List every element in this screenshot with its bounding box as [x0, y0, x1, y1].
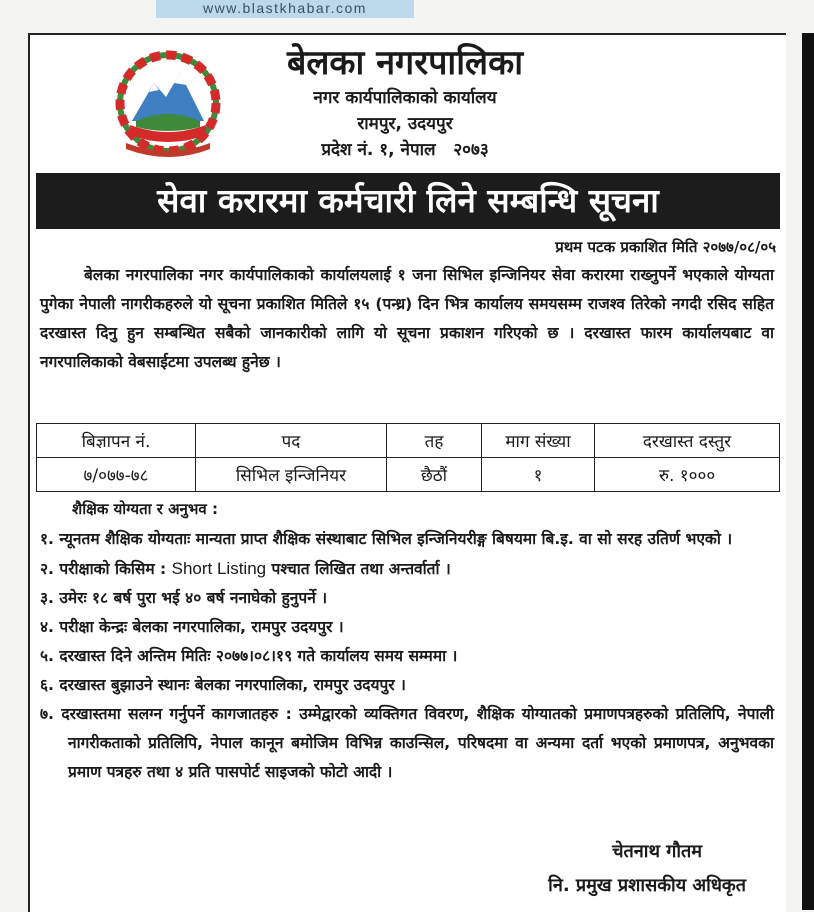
office-province: प्रदेश नं. १, नेपाल: [321, 140, 436, 160]
list-item: [40, 554, 774, 584]
notice-title: सेवा करारमा कर्मचारी लिने सम्बन्धि सूचना: [36, 173, 780, 229]
cell-demand-count: १: [482, 458, 595, 492]
signature-block: [548, 835, 746, 903]
office-subtitle: नगर कार्यपालिकाको कार्यालय: [313, 88, 497, 108]
list-item: ५. दरखास्त दिने अन्तिम मितिः २०७७।०८।१९ गते कार्यालय समय सम्ममा ।: [40, 647, 458, 665]
office-address: रामपुर, उदयपुर: [357, 114, 453, 134]
table-header-row: [37, 424, 780, 458]
office-name: बेलका नगरपालिका: [286, 43, 524, 83]
list-item: ४. परीक्षा केन्द्रः बेलका नगरपालिका, रामपुर उदयपुर ।: [40, 618, 344, 636]
notice-intro: बेलका नगरपालिका नगर कार्यपालिकाको कार्यालयलाई १ जना सिभिल इन्जिनियर सेवा करारमा राख्नुपर्ने भएकाले योग्यता पुगेका नेपाली नागरीकहरुले यो सूचना प्रकाशित मितिले १५ (पन्ध्र) दिन भित्र कार्यालय समयसम्म राजश्व तिरेको नगदी रसिद सहित दरखास्त दिनु हुन सम्बन्धित सबैको जानकारीको लागि यो सूचना प्रकाशन गरिएको छ । दरखास्त फारम कार्यालयबाट वा नगरपालिकाको वेबसाईटमा उपलब्ध हुनेछ ।: [40, 266, 774, 371]
nepal-emblem-icon: [102, 43, 234, 165]
first-published-date: प्रथम पटक प्रकाशित मिति २०७७/०८/०५: [555, 238, 776, 256]
cell-level: छैठौं: [387, 458, 482, 492]
header-application-fee: दरखास्त दस्तुर: [595, 424, 780, 458]
qualifications-list: [40, 525, 774, 787]
office-header: [240, 41, 570, 163]
signatory-title: नि. प्रमुख प्रशासकीय अधिकृत: [548, 875, 746, 896]
list-item: ७. दरखास्तमा सलग्न गर्नुपर्ने कागजातहरु : उम्मेद्वारको व्यक्तिगत विवरण, शैक्षिक योग्यातको प्रमाणपत्रहरुको प्रतिलिपि, नेपाली नागरीकताको प्रतिलिपि, नेपाल कानून बमोजिम विभिन्न काउन्सिल, परिषदमा वा अन्यमा दर्ता भएको प्रमाणपत्र, अनुभवका प्रमाण पत्रहरु तथा ४ प्रति पासपोर्ट साइजको फोटो आदी ।: [40, 705, 774, 781]
advertisement-table: [36, 423, 780, 492]
exam-type-suffix: पश्चात लिखित तथा अन्तर्वार्ता ।: [266, 560, 451, 578]
list-item: ३. उमेरः १८ बर्ष पुरा भई ४० बर्ष ननाघेको हुनुपर्ने ।: [40, 589, 328, 607]
office-year: २०७३: [453, 140, 489, 160]
notice-sheet: [28, 33, 786, 912]
cell-application-fee: रु. १०००: [595, 458, 780, 492]
header-demand-count: माग संख्या: [482, 424, 595, 458]
table-row: [37, 458, 780, 492]
list-item: ६. दरखास्त बुझाउने स्थानः बेलका नगरपालिका, रामपुर उदयपुर ।: [40, 676, 406, 694]
qualifications-heading: शैक्षिक योग्यता र अनुभव :: [72, 500, 218, 518]
exam-type-prefix: २. परीक्षाको किसिम :: [40, 560, 172, 578]
header-post: पद: [196, 424, 387, 458]
signatory-name: चेतनाथ गौतम: [612, 841, 703, 862]
exam-type-english: Short Listing: [171, 559, 267, 578]
office-province-line: [240, 137, 570, 163]
page-edge-rule: [802, 33, 814, 910]
website-watermark: www.blastkhabar.com: [156, 0, 414, 18]
cell-ad-number: ७/०७७-७८: [37, 458, 196, 492]
header-level: तह: [387, 424, 482, 458]
list-item: १. न्यूनतम शैक्षिक योग्यताः मान्यता प्राप्त शैक्षिक संस्थाबाट सिभिल इन्जिनियरीङ्ग बिषयमा बि.इ. वा सो सरह उतिर्ण भएको ।: [40, 530, 733, 548]
header-ad-number: बिज्ञापन नं.: [37, 424, 196, 458]
cell-post: सिभिल इन्जिनियर: [196, 458, 387, 492]
